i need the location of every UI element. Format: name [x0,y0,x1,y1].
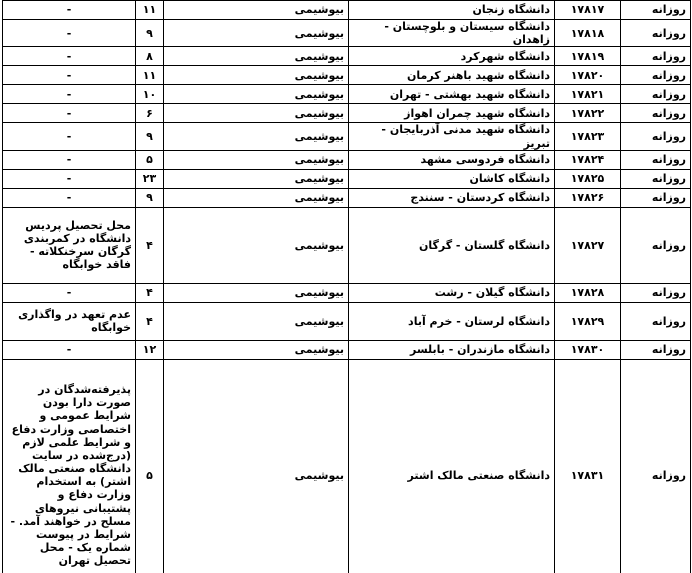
university-cell: دانشگاه فردوسی مشهد [349,150,555,169]
note-cell: - [3,169,136,188]
field-cell: بیوشیمی [164,1,349,20]
admissions-table [2,0,691,573]
field-cell: بیوشیمی [164,150,349,169]
course-type-cell: روزانه [621,123,691,150]
note-cell: - [3,283,136,302]
course-type-cell: روزانه [621,302,691,340]
capacity-cell: ۴ [136,302,164,340]
capacity-cell: ۴ [136,283,164,302]
note-cell: - [3,188,136,207]
code-cell: ۱۷۸۲۰ [555,66,621,85]
code-cell: ۱۷۸۲۳ [555,123,621,150]
note-cell: - [3,150,136,169]
field-cell: بیوشیمی [164,20,349,47]
capacity-cell: ۵ [136,150,164,169]
code-cell: ۱۷۸۲۵ [555,169,621,188]
field-cell: بیوشیمی [164,188,349,207]
course-type-cell: روزانه [621,150,691,169]
course-type-cell: روزانه [621,359,691,573]
note-cell: - [3,85,136,104]
course-type-cell: روزانه [621,188,691,207]
field-cell: بیوشیمی [164,302,349,340]
university-cell: دانشگاه گیلان - رشت [349,283,555,302]
note-cell: - [3,123,136,150]
course-type-cell: روزانه [621,47,691,66]
university-cell: دانشگاه کاشان [349,169,555,188]
university-cell: دانشگاه کردستان - سنندج [349,188,555,207]
table-row [3,47,691,66]
university-cell: دانشگاه مازندران - بابلسر [349,340,555,359]
capacity-cell: ۶ [136,104,164,123]
note-cell: پذیرفته‌شدگان در صورت دارا بودن شرایط عمومی و اختصاصی وزارت دفاع و شرایط علمی لازم (درج‌شده در سایت دانشگاه صنعتی مالک اشتر) به استخدام وزارت دفاع و پشتیبانی نیروهای مسلح در خواهند آمد. - شرایط در پیوست شماره یک - محل تحصیل تهران [3,359,136,573]
capacity-cell: ۱۰ [136,85,164,104]
field-cell: بیوشیمی [164,85,349,104]
table-row [3,207,691,283]
note-cell: - [3,1,136,20]
note-cell: - [3,340,136,359]
field-cell: بیوشیمی [164,169,349,188]
field-cell: بیوشیمی [164,123,349,150]
code-cell: ۱۷۸۲۷ [555,207,621,283]
table-row [3,85,691,104]
table-row [3,104,691,123]
table-row [3,188,691,207]
capacity-cell: ۱۱ [136,1,164,20]
field-cell: بیوشیمی [164,359,349,573]
university-cell: دانشگاه شهید چمران اهواز [349,104,555,123]
university-cell: دانشگاه شهید بهشتی - تهران [349,85,555,104]
course-type-cell: روزانه [621,207,691,283]
code-cell: ۱۷۸۲۱ [555,85,621,104]
code-cell: ۱۷۸۲۴ [555,150,621,169]
code-cell: ۱۷۸۲۸ [555,283,621,302]
note-cell: - [3,104,136,123]
university-cell: دانشگاه گلستان - گرگان [349,207,555,283]
university-cell: دانشگاه صنعتی مالک اشتر [349,359,555,573]
capacity-cell: ۸ [136,47,164,66]
course-type-cell: روزانه [621,66,691,85]
code-cell: ۱۷۸۲۶ [555,188,621,207]
capacity-cell: ۹ [136,188,164,207]
table-row [3,66,691,85]
field-cell: بیوشیمی [164,340,349,359]
capacity-cell: ۲۳ [136,169,164,188]
capacity-cell: ۹ [136,20,164,47]
capacity-cell: ۹ [136,123,164,150]
field-cell: بیوشیمی [164,66,349,85]
capacity-cell: ۱۲ [136,340,164,359]
code-cell: ۱۷۸۲۲ [555,104,621,123]
field-cell: بیوشیمی [164,283,349,302]
code-cell: ۱۷۸۳۱ [555,359,621,573]
course-type-cell: روزانه [621,169,691,188]
field-cell: بیوشیمی [164,47,349,66]
capacity-cell: ۵ [136,359,164,573]
table-row [3,169,691,188]
note-cell: - [3,66,136,85]
table-row [3,1,691,20]
course-type-cell: روزانه [621,340,691,359]
capacity-cell: ۱۱ [136,66,164,85]
code-cell: ۱۷۸۱۷ [555,1,621,20]
code-cell: ۱۷۸۲۹ [555,302,621,340]
table-row [3,150,691,169]
table-row [3,359,691,573]
note-cell: - [3,47,136,66]
university-cell: دانشگاه شهید مدنی آذربایجان - تبریز [349,123,555,150]
course-type-cell: روزانه [621,20,691,47]
table-row [3,20,691,47]
university-cell: دانشگاه شهرکرد [349,47,555,66]
capacity-cell: ۴ [136,207,164,283]
note-cell: - [3,20,136,47]
table-row [3,283,691,302]
table-row [3,302,691,340]
course-type-cell: روزانه [621,283,691,302]
table-row [3,340,691,359]
university-cell: دانشگاه شهید باهنر کرمان [349,66,555,85]
code-cell: ۱۷۸۳۰ [555,340,621,359]
field-cell: بیوشیمی [164,104,349,123]
course-type-cell: روزانه [621,85,691,104]
table-row [3,123,691,150]
field-cell: بیوشیمی [164,207,349,283]
university-cell: دانشگاه سیستان و بلوچستان - زاهدان [349,20,555,47]
university-cell: دانشگاه زنجان [349,1,555,20]
note-cell: محل تحصیل پردیس دانشگاه در کمربندی گرگان سرخنکلاته - فاقد خوابگاه [3,207,136,283]
note-cell: عدم تعهد در واگذاری خوابگاه [3,302,136,340]
code-cell: ۱۷۸۱۹ [555,47,621,66]
course-type-cell: روزانه [621,104,691,123]
code-cell: ۱۷۸۱۸ [555,20,621,47]
university-cell: دانشگاه لرستان - خرم آباد [349,302,555,340]
course-type-cell: روزانه [621,1,691,20]
